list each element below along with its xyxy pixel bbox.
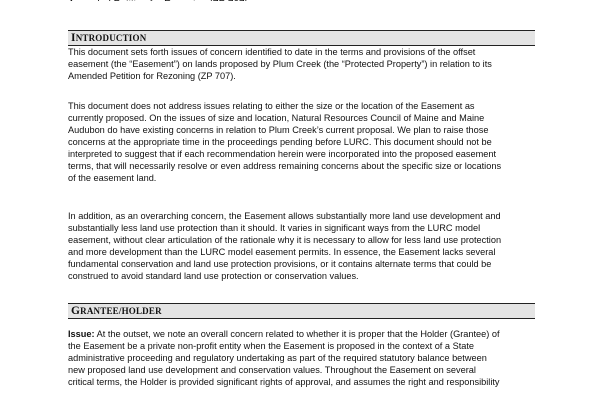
heading-rest: NTRODUCTION: [75, 33, 147, 43]
text-line: In addition, as an overarching concern, the Easement allows substantially more land use development and: [68, 211, 501, 221]
text-line: construed to avoid standard land use protection or conservation values.: [68, 271, 359, 281]
grantee-paragraph-1: [68, 328, 540, 388]
issue-label: Issue:: [68, 329, 95, 339]
text-line: This document does not address issues relating to either the size or the location of the Easement as: [68, 101, 475, 111]
intro-paragraph-2: [68, 100, 540, 184]
text-line: substantially less land use protection than it should. It varies in significant ways from the LURC model: [68, 223, 481, 233]
text-line: This document sets forth issues of concern identified to date in the terms and provisions of the offset: [68, 47, 476, 57]
intro-paragraph-1: [68, 46, 540, 82]
text-line: fundamental conservation and land use protection provisions, or it contains alternate terms that could be: [68, 259, 492, 269]
text-line: terms, that will necessarily resolve or even address remaining concerns about the specific size or locations: [68, 161, 502, 171]
text-line: the Easement be a private non-profit entity when the Easement is proposed in the context of a State: [68, 341, 475, 351]
section-heading-introduction: [68, 30, 535, 46]
text-line: and more development than the LURC model easement permits. In essence, the Easement lacks several: [68, 247, 496, 257]
text-line: interpreted to suggest that if each recommendation herein were incorporated into the proposed easement: [68, 149, 496, 159]
issue-text: At the outset, we note an overall concern related to whether it is proper that the Holder (Grantee) of: [94, 329, 500, 339]
text-line: administrative proceeding and regulatory undertaking as part of the required statutory balance between: [68, 353, 487, 363]
text-line: Audubon do have existing concerns in relation to Plum Creek’s current proposal. We plan to raise those: [68, 125, 489, 135]
heading-rest: RANTEE/HOLDER: [80, 306, 162, 316]
text-line: new proposed land use development and conservation values. Throughout the Easement on several: [68, 365, 476, 375]
heading-initial: I: [71, 32, 76, 44]
previous-page-fragment: [68, 0, 400, 1]
text-line: Amended Petition for Rezoning (ZP 707).: [68, 71, 236, 81]
text-line: [68, 328, 540, 340]
text-line: currently proposed. On the issues of size and location, Natural Resources Council of Maine and Maine: [68, 113, 485, 123]
text-line: of the easement land.: [68, 173, 157, 183]
text-line: easement (the “Easement”) on lands proposed by Plum Creek (the “Protected Property”) in relation to its: [68, 59, 492, 69]
text-line: critical terms, the Holder is provided significant rights of approval, and assumes the right and responsibility: [68, 377, 500, 387]
intro-paragraph-3: [68, 210, 540, 282]
heading-initial: G: [71, 305, 81, 317]
section-heading-grantee-holder: [68, 303, 535, 319]
text-line: concerns at the appropriate time in the proceedings pending before LURC. This document should not be: [68, 137, 492, 147]
text-line: easement, without clear articulation of the rationale why it is necessary to allow for less land use protection: [68, 235, 502, 245]
